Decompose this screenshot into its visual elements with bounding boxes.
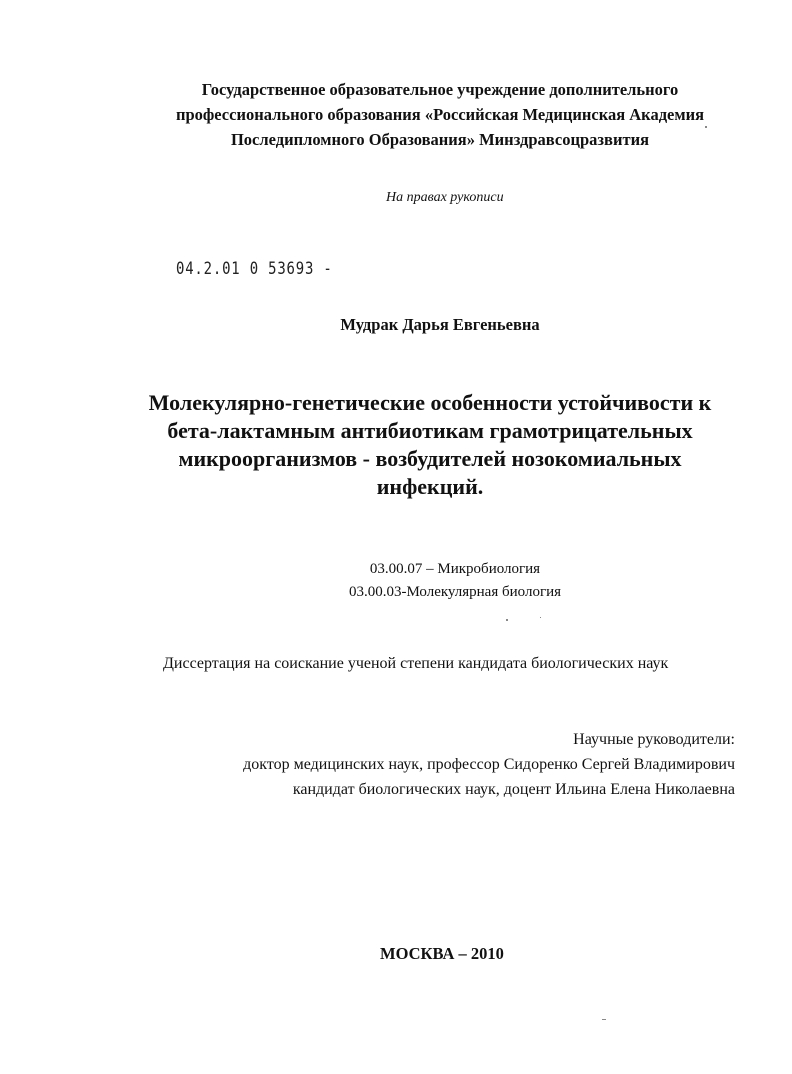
institution-line: профессионального образования «Российская Медицинская Академия bbox=[175, 105, 705, 124]
title-line: микроорганизмов - возбудителей нозокомиальных bbox=[178, 446, 682, 471]
supervisor-line: доктор медицинских наук, профессор Сидоренко Сергей Владимирович bbox=[243, 756, 735, 773]
title-line: бета-лактамным антибиотикам грамотрицательных bbox=[167, 418, 693, 443]
specialty-line: 03.00.03-Молекулярная биология bbox=[348, 584, 562, 600]
supervisor-line: кандидат биологических наук, доцент Ильина Елена Николаевна bbox=[292, 781, 735, 798]
city-and-year: МОСКВА – 2010 bbox=[380, 944, 504, 963]
title-line: инфекций. bbox=[376, 474, 484, 499]
supervisors-block bbox=[243, 727, 735, 802]
specialty-codes bbox=[160, 558, 750, 604]
scan-speck bbox=[602, 1019, 606, 1020]
supervisors-heading: Научные руководители: bbox=[573, 731, 735, 748]
institution-header bbox=[120, 77, 760, 152]
manuscript-rights-note: На правах рукописи bbox=[386, 190, 504, 205]
degree-statement: Диссертация на соискание ученой степени кандидата биологических наук bbox=[163, 655, 669, 672]
scan-speck bbox=[506, 619, 508, 621]
institution-line: Последипломного Образования» Минздравсоцразвития bbox=[230, 130, 650, 149]
specialty-line: 03.00.07 – Микробиология bbox=[369, 561, 541, 577]
registration-stamp: 04.2.01 0 53693 - bbox=[176, 259, 333, 279]
dissertation-title bbox=[100, 389, 760, 501]
author-name: Мудрак Дарья Евгеньевна bbox=[340, 315, 540, 334]
scan-speck bbox=[540, 617, 541, 618]
title-line: Молекулярно-генетические особенности устойчивости к bbox=[148, 390, 712, 415]
scan-speck bbox=[705, 126, 707, 128]
institution-line: Государственное образовательное учреждение дополнительного bbox=[201, 80, 679, 99]
